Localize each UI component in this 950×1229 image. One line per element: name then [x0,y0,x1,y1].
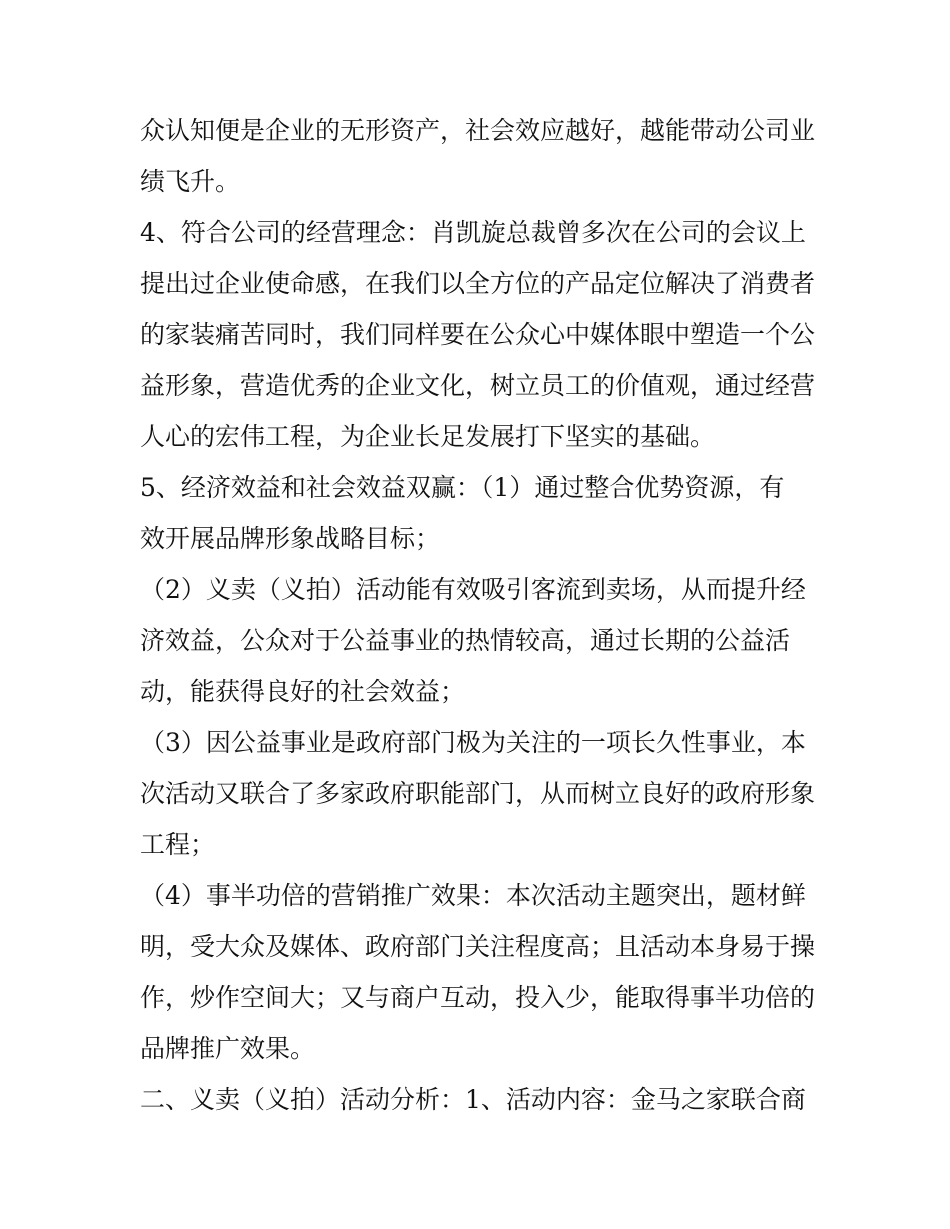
text-line: 的家装痛苦同时，我们同样要在公众心中媒体眼中塑造一个公 [140,320,816,349]
text-line: 动，能获得良好的社会效益； [140,677,466,706]
text-line: 众认知便是企业的无形资产，社会效应越好，越能带动公司业 [140,116,816,145]
text-line: 明，受大众及媒体、政府部门关注程度高；且活动本身易于操 [140,932,816,961]
text-line: 益形象，营造优秀的企业文化，树立员工的价值观，通过经营 [140,371,816,400]
text-line: 工程； [140,830,216,859]
text-line: 品牌推广效果。 [140,1034,316,1063]
text-line: （2）义卖（义拍）活动能有效吸引客流到卖场，从而提升经 [140,575,806,604]
text-line: （4）事半功倍的营销推广效果：本次活动主题突出，题材鲜 [140,881,806,910]
text-line: 济效益，公众对于公益事业的热情较高，通过长期的公益活 [140,626,791,655]
text-line: 次活动又联合了多家政府职能部门，从而树立良好的政府形象 [140,779,816,808]
text-line: 提出过企业使命感，在我们以全方位的产品定位解决了消费者 [140,269,816,298]
body-text [140,105,830,1125]
text-line: 绩飞升。 [140,167,241,196]
text-line: 人心的宏伟工程，为企业长足发展打下坚实的基础。 [140,422,716,451]
text-line: 5、经济效益和社会效益双赢：（1）通过整合优势资源，有 [140,473,785,502]
text-line: （3）因公益事业是政府部门极为关注的一项长久性事业，本 [140,728,806,757]
text-line: 作，炒作空间大；又与商户互动，投入少，能取得事半功倍的 [140,983,816,1012]
text-line: 4、符合公司的经营理念：肖凯旋总裁曾多次在公司的会议上 [140,218,806,247]
text-line: 效开展品牌形象战略目标； [140,524,441,553]
text-line: 二、义卖（义拍）活动分析：1、活动内容：金马之家联合商 [140,1085,806,1114]
